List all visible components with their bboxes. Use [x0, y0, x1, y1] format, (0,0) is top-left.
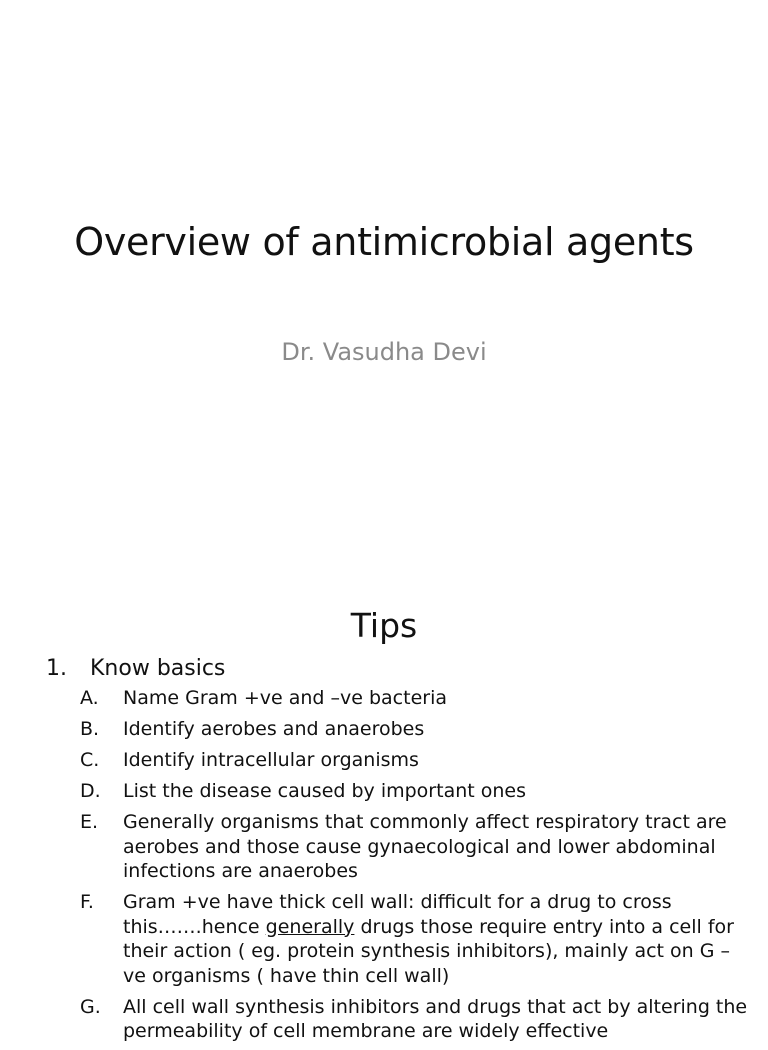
list-item-number: 1. [46, 656, 67, 681]
sub-list-item [80, 779, 748, 804]
tips-slide-title: Tips [350, 606, 418, 645]
sub-list-item-text: Identify aerobes and anaerobes [123, 718, 425, 740]
sub-list-item-text: Identify intracellular organisms [123, 749, 419, 771]
sub-list-item-letter: C. [80, 749, 100, 771]
sub-list-item-letter: A. [80, 687, 99, 709]
sub-list-item [80, 995, 748, 1044]
sub-list-item-text: List the disease caused by important ones [123, 780, 526, 802]
tips-list [46, 654, 748, 1050]
sub-list-item-letter: B. [80, 718, 100, 740]
sub-list-item-text: Generally organisms that commonly affect respiratory tract are aerobes and those cause gynaecological and lower abdominal infections are anaerobes [123, 811, 727, 882]
sub-list-item-text: All cell wall synthesis inhibitors and drugs that act by altering the permeability of cell membrane are widely effective [123, 995, 748, 1042]
tips-slide [0, 576, 768, 1042]
list-item [46, 654, 748, 1044]
sub-list-item [80, 686, 748, 711]
sub-list-item-letter: G. [80, 995, 101, 1018]
slide-title: Overview of antimicrobial agents [74, 220, 694, 264]
sub-list-item-text-before: Gram +ve have thick cell wall: difficult for a drug to cross this…….hence [123, 891, 672, 938]
sub-list-item-text: Name Gram +ve and –ve bacteria [123, 687, 447, 709]
sub-list-item [80, 890, 748, 988]
sub-list-item-text-after: drugs those require entry into a cell for their action ( eg. protein synthesis inhibitors), mainly act on G –ve organisms ( have thin cell wall) [123, 915, 734, 987]
sub-list-item-letter: D. [80, 780, 101, 802]
sub-list-item-letter: F. [80, 891, 94, 913]
list-item-label: Know basics [90, 656, 226, 681]
sub-list-item [80, 717, 748, 742]
sub-list-item-letter: E. [80, 811, 99, 833]
sub-list-item [80, 810, 748, 884]
underlined-word: generally [265, 915, 355, 938]
sub-list [80, 686, 748, 1044]
slide-subtitle-author: Dr. Vasudha Devi [281, 338, 487, 366]
sub-list-item [80, 748, 748, 773]
